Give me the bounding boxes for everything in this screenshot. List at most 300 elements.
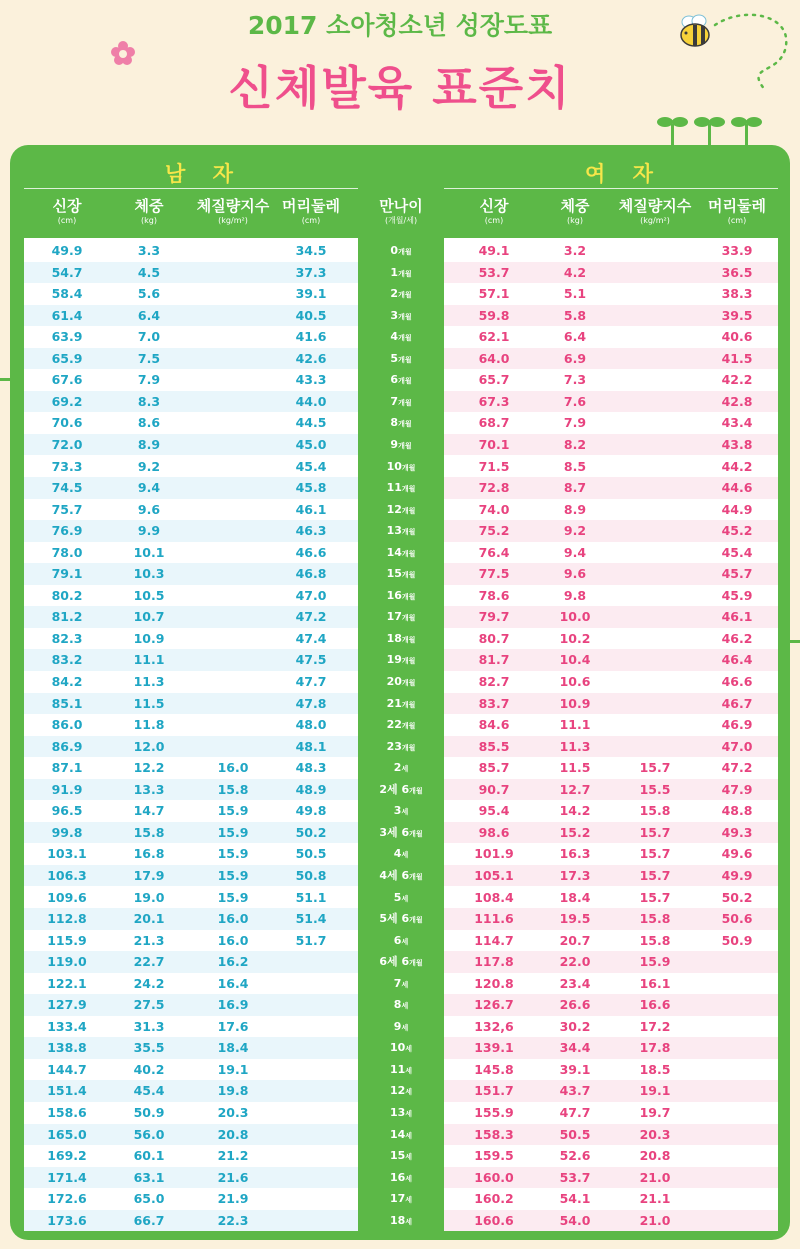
female-height-cell: 120.8 — [474, 975, 514, 991]
female-head-cell: 43.8 — [721, 436, 753, 452]
female-head-cell: 49.6 — [721, 846, 753, 862]
male-weight-cell: 10.3 — [133, 566, 165, 582]
age-cell: 5개월 — [390, 351, 412, 365]
female-bmi-cell — [612, 693, 698, 715]
female-height-cell: 53.7 — [478, 264, 510, 280]
male-bmi-cell: 16.2 — [217, 954, 249, 970]
male-height-cell: 151.4 — [47, 1083, 87, 1099]
female-height-cell: 74.0 — [478, 501, 510, 517]
male-bmi-cell — [190, 520, 276, 542]
female-weight-cell: 8.7 — [563, 480, 587, 496]
male-head-cell: 48.1 — [295, 738, 327, 754]
female-bmi-cell: 15.8 — [639, 803, 671, 819]
male-bmi-cell: 15.9 — [217, 889, 249, 905]
age-cell: 3개월 — [390, 308, 412, 322]
age-cell: 4세 — [393, 847, 409, 861]
female-height-cell: 62.1 — [478, 329, 510, 345]
age-cell: 15세 — [389, 1149, 413, 1163]
male-weight-cell: 9.2 — [137, 458, 161, 474]
male-weight-cell: 10.7 — [133, 609, 165, 625]
female-head-cell — [700, 1102, 774, 1124]
male-weight-cell: 8.3 — [137, 393, 161, 409]
female-bmi-cell: 18.5 — [639, 1061, 671, 1077]
male-weight-cell: 10.5 — [133, 587, 165, 603]
female-head-cell: 46.7 — [721, 695, 753, 711]
female-weight-cell: 6.4 — [563, 329, 587, 345]
male-weight-cell: 12.0 — [133, 738, 165, 754]
male-head-cell: 47.8 — [295, 695, 327, 711]
male-bmi-cell: 15.9 — [217, 867, 249, 883]
age-cell: 11세 — [389, 1062, 413, 1076]
male-head-cell: 34.5 — [295, 243, 327, 258]
male-head-cell: 43.3 — [295, 372, 327, 388]
male-height-cell: 109.6 — [47, 889, 87, 905]
female-weight-cell: 20.7 — [559, 932, 591, 948]
male-weight-cell: 12.2 — [133, 760, 165, 776]
female-head-cell: 46.1 — [721, 609, 753, 625]
male-height-cell: 86.9 — [51, 738, 83, 754]
female-height-cell: 79.7 — [478, 609, 510, 625]
male-bmi-cell — [190, 542, 276, 564]
female-head-cell: 38.3 — [721, 286, 753, 302]
male-weight-cell: 11.8 — [133, 717, 165, 733]
male-head-cell: 46.8 — [295, 566, 327, 582]
female-bmi-cell — [612, 262, 698, 284]
col-female-bmi: 체질량지수 (kg/m²) — [618, 197, 692, 225]
male-bmi-cell — [190, 434, 276, 456]
female-weight-cell: 3.2 — [563, 243, 587, 258]
male-height-cell: 122.1 — [47, 975, 87, 991]
male-head-cell: 51.1 — [295, 889, 327, 905]
female-head-cell: 42.8 — [721, 393, 753, 409]
female-bmi-cell — [612, 391, 698, 413]
male-weight-cell: 10.1 — [133, 544, 165, 560]
col-female-head: 머리둘레 (cm) — [708, 197, 766, 225]
female-head-cell: 47.9 — [721, 781, 753, 797]
male-bmi-cell: 20.3 — [217, 1105, 249, 1120]
male-height-cell: 99.8 — [51, 824, 83, 840]
female-weight-cell: 7.9 — [563, 415, 587, 431]
female-bmi-cell: 15.9 — [639, 954, 671, 970]
male-bmi-cell — [190, 305, 276, 327]
female-height-cell: 108.4 — [474, 889, 514, 905]
age-cell: 22개월 — [386, 718, 416, 732]
female-bmi-cell — [612, 369, 698, 391]
male-weight-cell: 7.5 — [137, 350, 161, 366]
col-age: 만나이 (개월/세) — [379, 197, 423, 225]
female-head-cell — [700, 1210, 774, 1232]
female-bmi-cell: 15.7 — [639, 846, 671, 862]
male-bmi-cell — [190, 499, 276, 521]
male-head-cell: 46.6 — [295, 544, 327, 560]
header-divider-male — [24, 188, 358, 189]
female-weight-cell: 12.7 — [559, 781, 591, 797]
age-cell: 2세 6개월 — [379, 782, 423, 796]
female-weight-cell: 8.5 — [563, 458, 587, 474]
male-weight-cell: 31.3 — [133, 1018, 165, 1034]
female-height-cell: 85.5 — [478, 738, 510, 754]
male-height-cell: 133.4 — [47, 1018, 87, 1034]
female-height-cell: 160.2 — [474, 1191, 514, 1207]
age-cell: 2세 — [393, 761, 409, 775]
male-weight-cell: 4.5 — [137, 264, 161, 280]
col-female-weight: 체중 (kg) — [560, 197, 590, 225]
male-weight-cell: 13.3 — [133, 781, 165, 797]
male-bmi-cell: 17.6 — [217, 1018, 249, 1034]
female-head-cell: 50.2 — [721, 889, 753, 905]
female-height-cell: 81.7 — [478, 652, 510, 668]
female-weight-cell: 6.9 — [563, 350, 587, 366]
dotted-flight-path — [705, 5, 800, 95]
male-height-cell: 106.3 — [47, 867, 87, 883]
male-head-cell: 48.9 — [295, 781, 327, 797]
male-head-cell — [274, 1124, 348, 1146]
male-weight-cell: 22.7 — [133, 954, 165, 970]
age-cell: 0개월 — [390, 244, 412, 257]
female-height-cell: 72.8 — [478, 480, 510, 496]
male-head-cell: 46.1 — [295, 501, 327, 517]
male-head-cell: 46.3 — [295, 523, 327, 539]
male-bmi-cell — [190, 348, 276, 370]
female-head-cell — [700, 1059, 774, 1081]
female-weight-cell: 53.7 — [559, 1169, 591, 1185]
female-head-cell: 39.5 — [721, 307, 753, 323]
female-head-cell: 42.2 — [721, 372, 753, 388]
male-bmi-cell — [190, 606, 276, 628]
male-head-cell — [274, 1167, 348, 1189]
male-bmi-cell: 20.8 — [217, 1126, 249, 1142]
female-bmi-cell: 15.7 — [639, 760, 671, 776]
male-weight-cell: 15.8 — [133, 824, 165, 840]
col-female-height: 신장 (cm) — [479, 197, 509, 225]
male-height-cell: 138.8 — [47, 1040, 87, 1056]
female-weight-cell: 5.1 — [563, 286, 587, 302]
female-bmi-cell — [612, 434, 698, 456]
age-cell: 6개월 — [390, 373, 412, 387]
female-height-cell: 67.3 — [478, 393, 510, 409]
male-weight-cell: 19.0 — [133, 889, 165, 905]
male-height-cell: 58.4 — [51, 286, 83, 302]
male-head-cell — [274, 1037, 348, 1059]
male-weight-cell: 11.5 — [133, 695, 165, 711]
age-cell: 4세 6개월 — [379, 868, 423, 882]
male-weight-cell: 14.7 — [133, 803, 165, 819]
female-weight-cell: 11.1 — [559, 717, 591, 733]
male-height-cell: 67.6 — [51, 372, 83, 388]
male-weight-cell: 8.9 — [137, 436, 161, 452]
male-height-cell: 119.0 — [47, 954, 87, 970]
male-bmi-cell: 16.0 — [217, 760, 249, 776]
female-weight-cell: 14.2 — [559, 803, 591, 819]
female-height-cell: 90.7 — [478, 781, 510, 797]
male-height-cell: 115.9 — [47, 932, 87, 948]
female-head-cell: 49.9 — [721, 867, 753, 883]
female-bmi-cell — [612, 671, 698, 693]
male-weight-cell: 60.1 — [133, 1148, 165, 1164]
female-head-cell: 46.6 — [721, 674, 753, 689]
male-bmi-cell — [190, 563, 276, 585]
male-head-cell: 45.0 — [295, 436, 327, 452]
female-head-cell — [700, 973, 774, 995]
age-cell: 10세 — [389, 1041, 413, 1055]
flower-icon — [110, 40, 136, 66]
female-head-cell: 45.7 — [721, 566, 753, 582]
female-head-cell: 47.0 — [721, 738, 753, 754]
female-weight-cell: 5.8 — [563, 307, 587, 323]
age-cell: 18개월 — [386, 631, 416, 645]
female-bmi-cell: 20.3 — [639, 1126, 671, 1142]
female-weight-cell: 50.5 — [559, 1126, 591, 1142]
female-height-cell: 155.9 — [474, 1105, 514, 1120]
col-male-bmi: 체질량지수 (kg/m²) — [196, 197, 270, 225]
male-weight-cell: 66.7 — [133, 1212, 165, 1228]
female-head-cell: 45.9 — [721, 587, 753, 603]
female-weight-cell: 17.3 — [559, 867, 591, 883]
age-cell: 5세 6개월 — [379, 912, 423, 926]
age-cell: 10개월 — [386, 459, 416, 473]
female-height-cell: 49.1 — [478, 243, 510, 258]
male-head-cell: 51.7 — [295, 932, 327, 948]
female-head-cell — [700, 1145, 774, 1167]
female-height-cell: 84.6 — [478, 717, 510, 733]
female-height-cell: 117.8 — [474, 954, 514, 970]
male-height-cell: 86.0 — [51, 717, 83, 733]
male-bmi-cell: 15.9 — [217, 824, 249, 840]
age-cell: 6세 — [393, 933, 409, 947]
male-bmi-cell — [190, 456, 276, 478]
male-bmi-cell: 16.0 — [217, 911, 249, 927]
male-height-cell: 112.8 — [47, 911, 87, 927]
male-height-cell: 144.7 — [47, 1061, 87, 1077]
male-height-cell: 82.3 — [51, 630, 83, 646]
female-head-cell: 44.6 — [721, 480, 753, 496]
female-weight-cell: 18.4 — [559, 889, 591, 905]
female-weight-cell: 23.4 — [559, 975, 591, 991]
age-cell: 4개월 — [390, 330, 412, 344]
male-bmi-cell — [190, 671, 276, 693]
age-cell: 8세 — [393, 998, 409, 1012]
male-bmi-cell — [190, 262, 276, 284]
female-head-cell: 47.2 — [721, 760, 753, 776]
female-height-cell: 59.8 — [478, 307, 510, 323]
female-height-cell: 80.7 — [478, 630, 510, 646]
female-weight-cell: 15.2 — [559, 824, 591, 840]
age-cell: 16세 — [389, 1170, 413, 1184]
male-bmi-cell — [190, 477, 276, 499]
male-bmi-cell: 21.9 — [217, 1191, 249, 1207]
male-head-cell — [274, 1016, 348, 1038]
male-height-cell: 63.9 — [51, 329, 83, 345]
age-cell: 13세 — [389, 1106, 413, 1119]
female-bmi-cell: 19.1 — [639, 1083, 671, 1099]
male-weight-cell: 9.9 — [137, 523, 161, 539]
male-head-cell: 44.5 — [295, 415, 327, 431]
female-height-cell: 151.7 — [474, 1083, 514, 1099]
female-bmi-cell: 15.8 — [639, 932, 671, 948]
age-cell: 9세 — [393, 1019, 409, 1033]
male-bmi-cell: 16.4 — [217, 975, 249, 991]
age-cell: 18세 — [389, 1213, 413, 1227]
age-cell: 16개월 — [386, 588, 416, 602]
female-head-cell: 46.2 — [721, 630, 753, 646]
male-bmi-cell: 19.8 — [217, 1083, 249, 1099]
male-weight-cell: 27.5 — [133, 997, 165, 1013]
male-height-cell: 103.1 — [47, 846, 87, 862]
male-weight-cell: 24.2 — [133, 975, 165, 991]
male-weight-cell: 9.4 — [137, 480, 161, 496]
female-bmi-cell — [612, 736, 698, 758]
male-height-cell: 76.9 — [51, 523, 83, 539]
female-weight-cell: 10.2 — [559, 630, 591, 646]
male-height-cell: 49.9 — [51, 243, 83, 258]
female-height-cell: 71.5 — [478, 458, 510, 474]
female-height-cell: 158.3 — [474, 1126, 514, 1142]
female-bmi-cell — [612, 348, 698, 370]
male-head-cell — [274, 973, 348, 995]
male-head-cell: 49.8 — [295, 803, 327, 819]
female-head-cell: 43.4 — [721, 415, 753, 431]
page-title: 신체발육 표준치 — [228, 61, 572, 115]
male-weight-cell: 9.6 — [137, 501, 161, 517]
male-bmi-cell — [190, 628, 276, 650]
male-weight-cell: 50.9 — [133, 1105, 165, 1120]
male-head-cell: 47.7 — [295, 674, 327, 689]
female-label: 여 자 — [585, 162, 663, 186]
female-head-cell — [700, 1016, 774, 1038]
male-head-cell: 41.6 — [295, 329, 327, 345]
male-head-cell: 50.8 — [295, 867, 327, 883]
male-head-cell: 47.2 — [295, 609, 327, 625]
male-height-cell: 172.6 — [47, 1191, 87, 1207]
male-head-cell: 37.3 — [295, 264, 327, 280]
male-weight-cell: 3.3 — [137, 243, 161, 258]
female-bmi-cell — [612, 606, 698, 628]
female-weight-cell: 10.6 — [559, 674, 591, 689]
female-bmi-cell: 16.6 — [639, 997, 671, 1013]
header-divider-female — [444, 188, 778, 189]
female-weight-cell: 10.4 — [559, 652, 591, 668]
male-bmi-cell — [190, 283, 276, 305]
male-weight-cell: 17.9 — [133, 867, 165, 883]
male-height-cell: 80.2 — [51, 587, 83, 603]
male-height-cell: 54.7 — [51, 264, 83, 280]
female-weight-cell: 10.9 — [559, 695, 591, 711]
male-height-cell: 69.2 — [51, 393, 83, 409]
age-cell: 5세 — [393, 890, 409, 904]
female-weight-cell: 9.2 — [563, 523, 587, 539]
female-bmi-cell: 17.8 — [639, 1040, 671, 1056]
age-cell: 12개월 — [386, 502, 416, 516]
age-cell: 3세 6개월 — [379, 825, 423, 839]
male-weight-cell: 10.9 — [133, 630, 165, 646]
male-head-cell: 45.4 — [295, 458, 327, 474]
female-bmi-cell — [612, 283, 698, 305]
female-weight-cell: 7.3 — [563, 372, 587, 388]
female-height-cell: 68.7 — [478, 415, 510, 431]
male-head-cell — [274, 1188, 348, 1210]
female-height-cell: 98.6 — [478, 824, 510, 840]
male-head-cell — [274, 1080, 348, 1102]
age-cell: 23개월 — [386, 739, 416, 753]
female-bmi-cell — [612, 585, 698, 607]
female-bmi-cell — [612, 305, 698, 327]
female-head-cell: 44.2 — [721, 458, 753, 474]
male-bmi-cell: 19.1 — [217, 1061, 249, 1077]
male-bmi-cell: 15.8 — [217, 781, 249, 797]
female-bmi-cell: 21.0 — [639, 1212, 671, 1228]
female-weight-cell: 4.2 — [563, 264, 587, 280]
female-head-cell: 41.5 — [721, 350, 753, 366]
male-height-cell: 70.6 — [51, 415, 83, 431]
female-head-cell — [700, 1037, 774, 1059]
age-cell: 15개월 — [386, 567, 416, 581]
female-height-cell: 83.7 — [478, 695, 510, 711]
female-weight-cell: 30.2 — [559, 1018, 591, 1034]
female-bmi-cell: 21.1 — [639, 1191, 671, 1207]
female-head-cell: 45.2 — [721, 523, 753, 539]
chart-subtitle: 2017 소아청소년 성장도표 — [247, 11, 553, 40]
female-height-cell: 139.1 — [474, 1040, 514, 1056]
female-head-cell — [700, 1080, 774, 1102]
male-bmi-cell: 21.6 — [217, 1169, 249, 1185]
male-head-cell: 42.6 — [295, 350, 327, 366]
male-head-cell — [274, 1059, 348, 1081]
female-height-cell: 160.0 — [474, 1169, 514, 1185]
age-cell: 17개월 — [386, 610, 416, 624]
female-bmi-cell: 15.7 — [639, 824, 671, 840]
female-bmi-cell: 15.8 — [639, 911, 671, 927]
female-height-cell: 159.5 — [474, 1148, 514, 1164]
male-weight-cell: 5.6 — [137, 286, 161, 302]
female-height-cell: 57.1 — [478, 286, 510, 302]
male-head-cell: 47.4 — [295, 630, 327, 646]
female-weight-cell: 54.1 — [559, 1191, 591, 1207]
male-head-cell: 44.0 — [295, 393, 327, 409]
female-bmi-cell — [612, 240, 698, 262]
male-weight-cell: 40.2 — [133, 1061, 165, 1077]
female-height-cell: 95.4 — [478, 803, 510, 819]
male-head-cell — [274, 1210, 348, 1232]
age-cell: 21개월 — [386, 696, 416, 710]
male-bmi-cell: 15.9 — [217, 846, 249, 862]
col-male-head: 머리둘레 (cm) — [282, 197, 340, 225]
age-cell: 19개월 — [386, 653, 416, 667]
female-weight-cell: 52.6 — [559, 1148, 591, 1164]
male-height-cell: 165.0 — [47, 1126, 87, 1142]
female-bmi-cell: 15.7 — [639, 889, 671, 905]
female-bmi-cell — [612, 477, 698, 499]
male-bmi-cell — [190, 326, 276, 348]
female-head-cell — [700, 1188, 774, 1210]
age-cell: 7세 — [393, 976, 409, 990]
male-bmi-cell — [190, 649, 276, 671]
male-head-cell: 50.2 — [295, 824, 327, 840]
male-head-cell: 50.5 — [295, 846, 327, 862]
male-height-cell: 85.1 — [51, 695, 83, 711]
male-weight-cell: 11.3 — [133, 674, 165, 689]
age-cell: 8개월 — [390, 416, 412, 430]
male-weight-cell: 35.5 — [133, 1040, 165, 1056]
col-male-height: 신장 (cm) — [52, 197, 82, 225]
female-weight-cell: 54.0 — [559, 1212, 591, 1228]
female-bmi-cell: 15.5 — [639, 781, 671, 797]
age-cell: 11개월 — [386, 481, 416, 495]
side-branch-right — [790, 640, 800, 643]
female-height-cell: 82.7 — [478, 674, 510, 689]
female-weight-cell: 8.2 — [563, 436, 587, 452]
male-weight-cell: 8.6 — [137, 415, 161, 431]
female-weight-cell: 11.5 — [559, 760, 591, 776]
